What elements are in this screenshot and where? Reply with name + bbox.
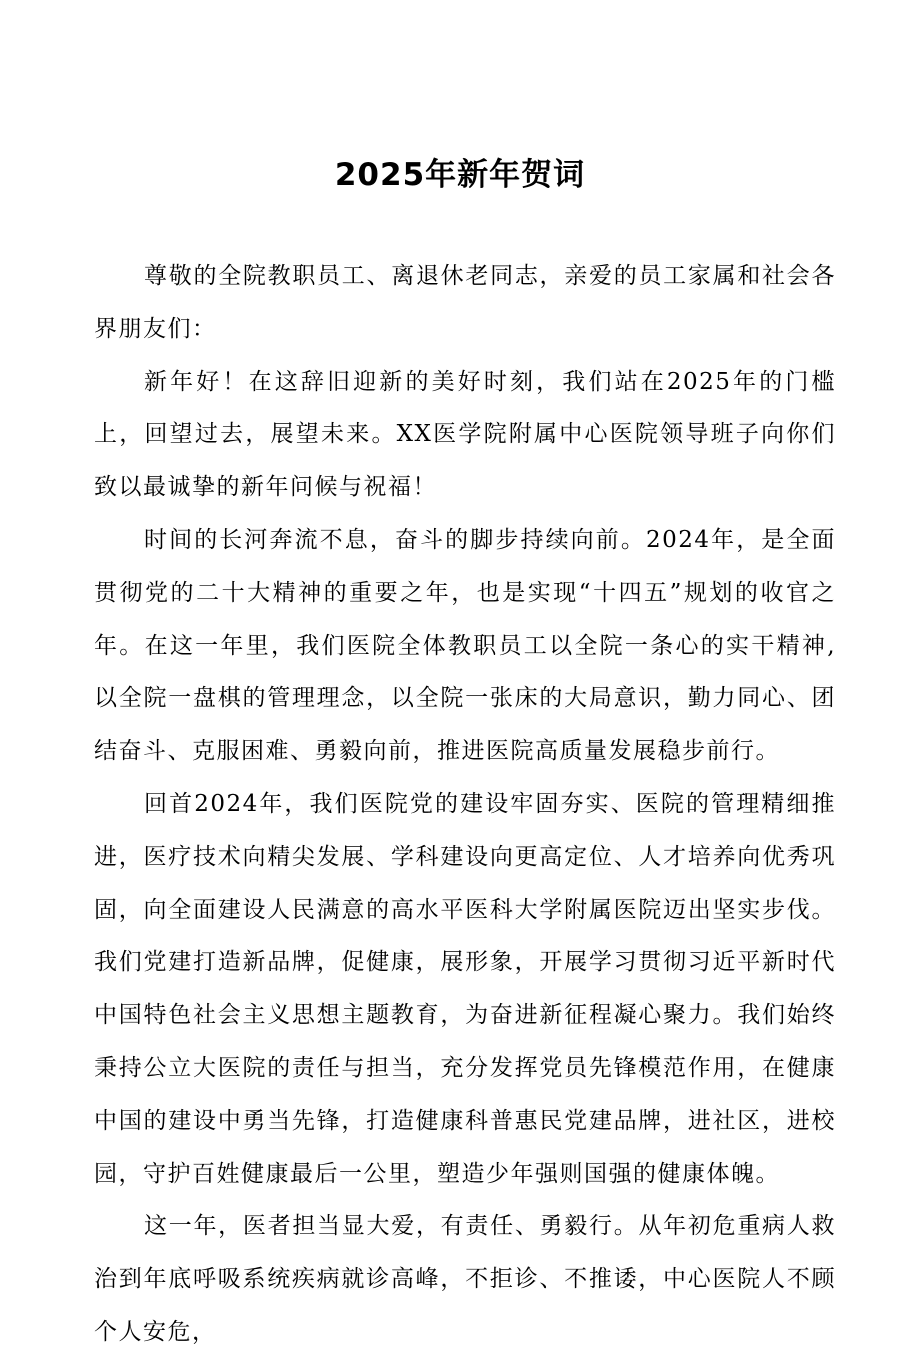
year-review-paragraph: 时间的长河奔流不息，奋斗的脚步持续向前。2024年，是全面贯彻党的二十大精神的重要之年，也是实现“十四五”规划的收官之年。在这一年里，我们医院全体教职员工以全院一条心的实干精神,以全院一盘棋的管理理念，以全院一张床的大局意识，勤力同心、团结奋斗、克服困难、勇毅向前，推进医院高质量发展稳步前行。 xyxy=(94,526,836,765)
greeting-paragraph: 新年好！在这辞旧迎新的美好时刻，我们站在2025年的门槛上，回望过去，展望未来。XX医学院附属中心医院领导班子向你们致以最诚挚的新年问候与祝福！ xyxy=(94,368,836,501)
achievements-paragraph: 回首2024年，我们医院党的建设牢固夯实、医院的管理精细推进，医疗技术向精尖发展、学科建设向更高定位、人才培养向优秀巩固，向全面建设人民满意的高水平医科大学附属医院迈出坚实步伐。我们党建打造新品牌，促健康，展形象，开展学习贯彻习近平新时代中国特色社会主义思想主题教育，为奋进新征程凝心聚力。我们始终秉持公立大医院的责任与担当，充分发挥党员先锋模范作用，在健康中国的建设中勇当先锋，打造健康科普惠民党建品牌，进社区，进校园，守护百姓健康最后一公里，塑造少年强则国强的健康体魄。 xyxy=(94,790,836,1187)
salutation-paragraph: 尊敬的全院教职员工、离退休老同志，亲爱的员工家属和社会各界朋友们： xyxy=(94,263,836,342)
document-body xyxy=(94,250,836,1359)
document-title: 2025年新年贺词 xyxy=(334,157,586,193)
responsibility-paragraph: 这一年，医者担当显大爱，有责任、勇毅行。从年初危重病人救治到年底呼吸系统疾病就诊高峰，不拒诊、不推诿，中心医院人不顾个人安危， xyxy=(94,1213,836,1345)
